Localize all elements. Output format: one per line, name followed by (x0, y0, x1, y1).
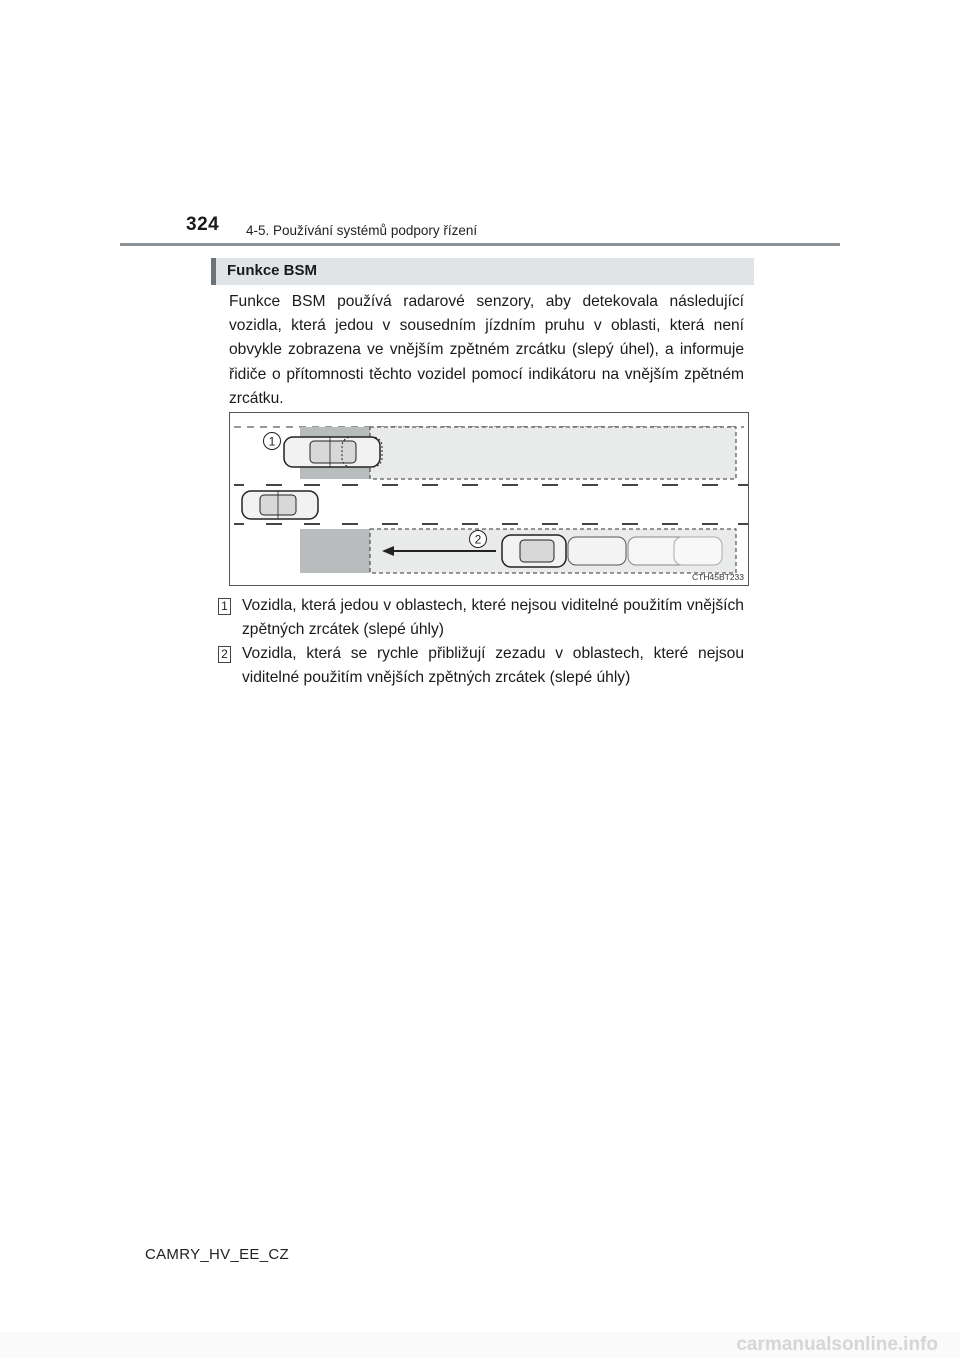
watermark-text: carmanualsonline.info (736, 1334, 938, 1355)
intro-paragraph: Funkce BSM používá radarové senzory, aby detekovala následující vozidla, která jedou v sousedním jízdním pruhu v oblasti, která není obvykle zobrazena ve vnějším zpětném zrcátku (slepý úhel), a informuje řidiče o přítomnosti těchto vozidel pomocí indikátoru na vnějším zpětném zrcátku. (229, 293, 744, 407)
watermark-strip (0, 1332, 960, 1358)
item-text: Vozidla, která se rychle přibližují zezadu v oblastech, které nejsou viditelné použitím vnějších zpětných zrcátek (slepé úhly) (242, 645, 744, 687)
vehicle-in-blind-spot (284, 437, 382, 467)
section-heading: Funkce BSM (227, 262, 318, 279)
bsm-illustration (229, 412, 749, 586)
own-vehicle (242, 491, 318, 519)
callout-2: 2 (474, 532, 482, 547)
footer-code: CAMRY_HV_EE_CZ (145, 1246, 289, 1263)
approaching-vehicle (502, 535, 722, 567)
section-heading-bar (211, 258, 754, 285)
page-number: 324 (186, 214, 220, 235)
item-number: 2 (218, 646, 231, 663)
header-rule (120, 243, 840, 246)
section-title: 4-5. Používání systémů podpory řízení (246, 223, 478, 238)
bsm-diagram (230, 413, 748, 585)
callout-1: 1 (268, 434, 276, 449)
item-text: Vozidla, která jedou v oblastech, které nejsou viditelné použitím vnějších zpětných zrcátek (slepé úhly) (242, 597, 744, 639)
item-number: 1 (218, 598, 231, 615)
figure-code: CTH45BT233 (692, 572, 744, 582)
